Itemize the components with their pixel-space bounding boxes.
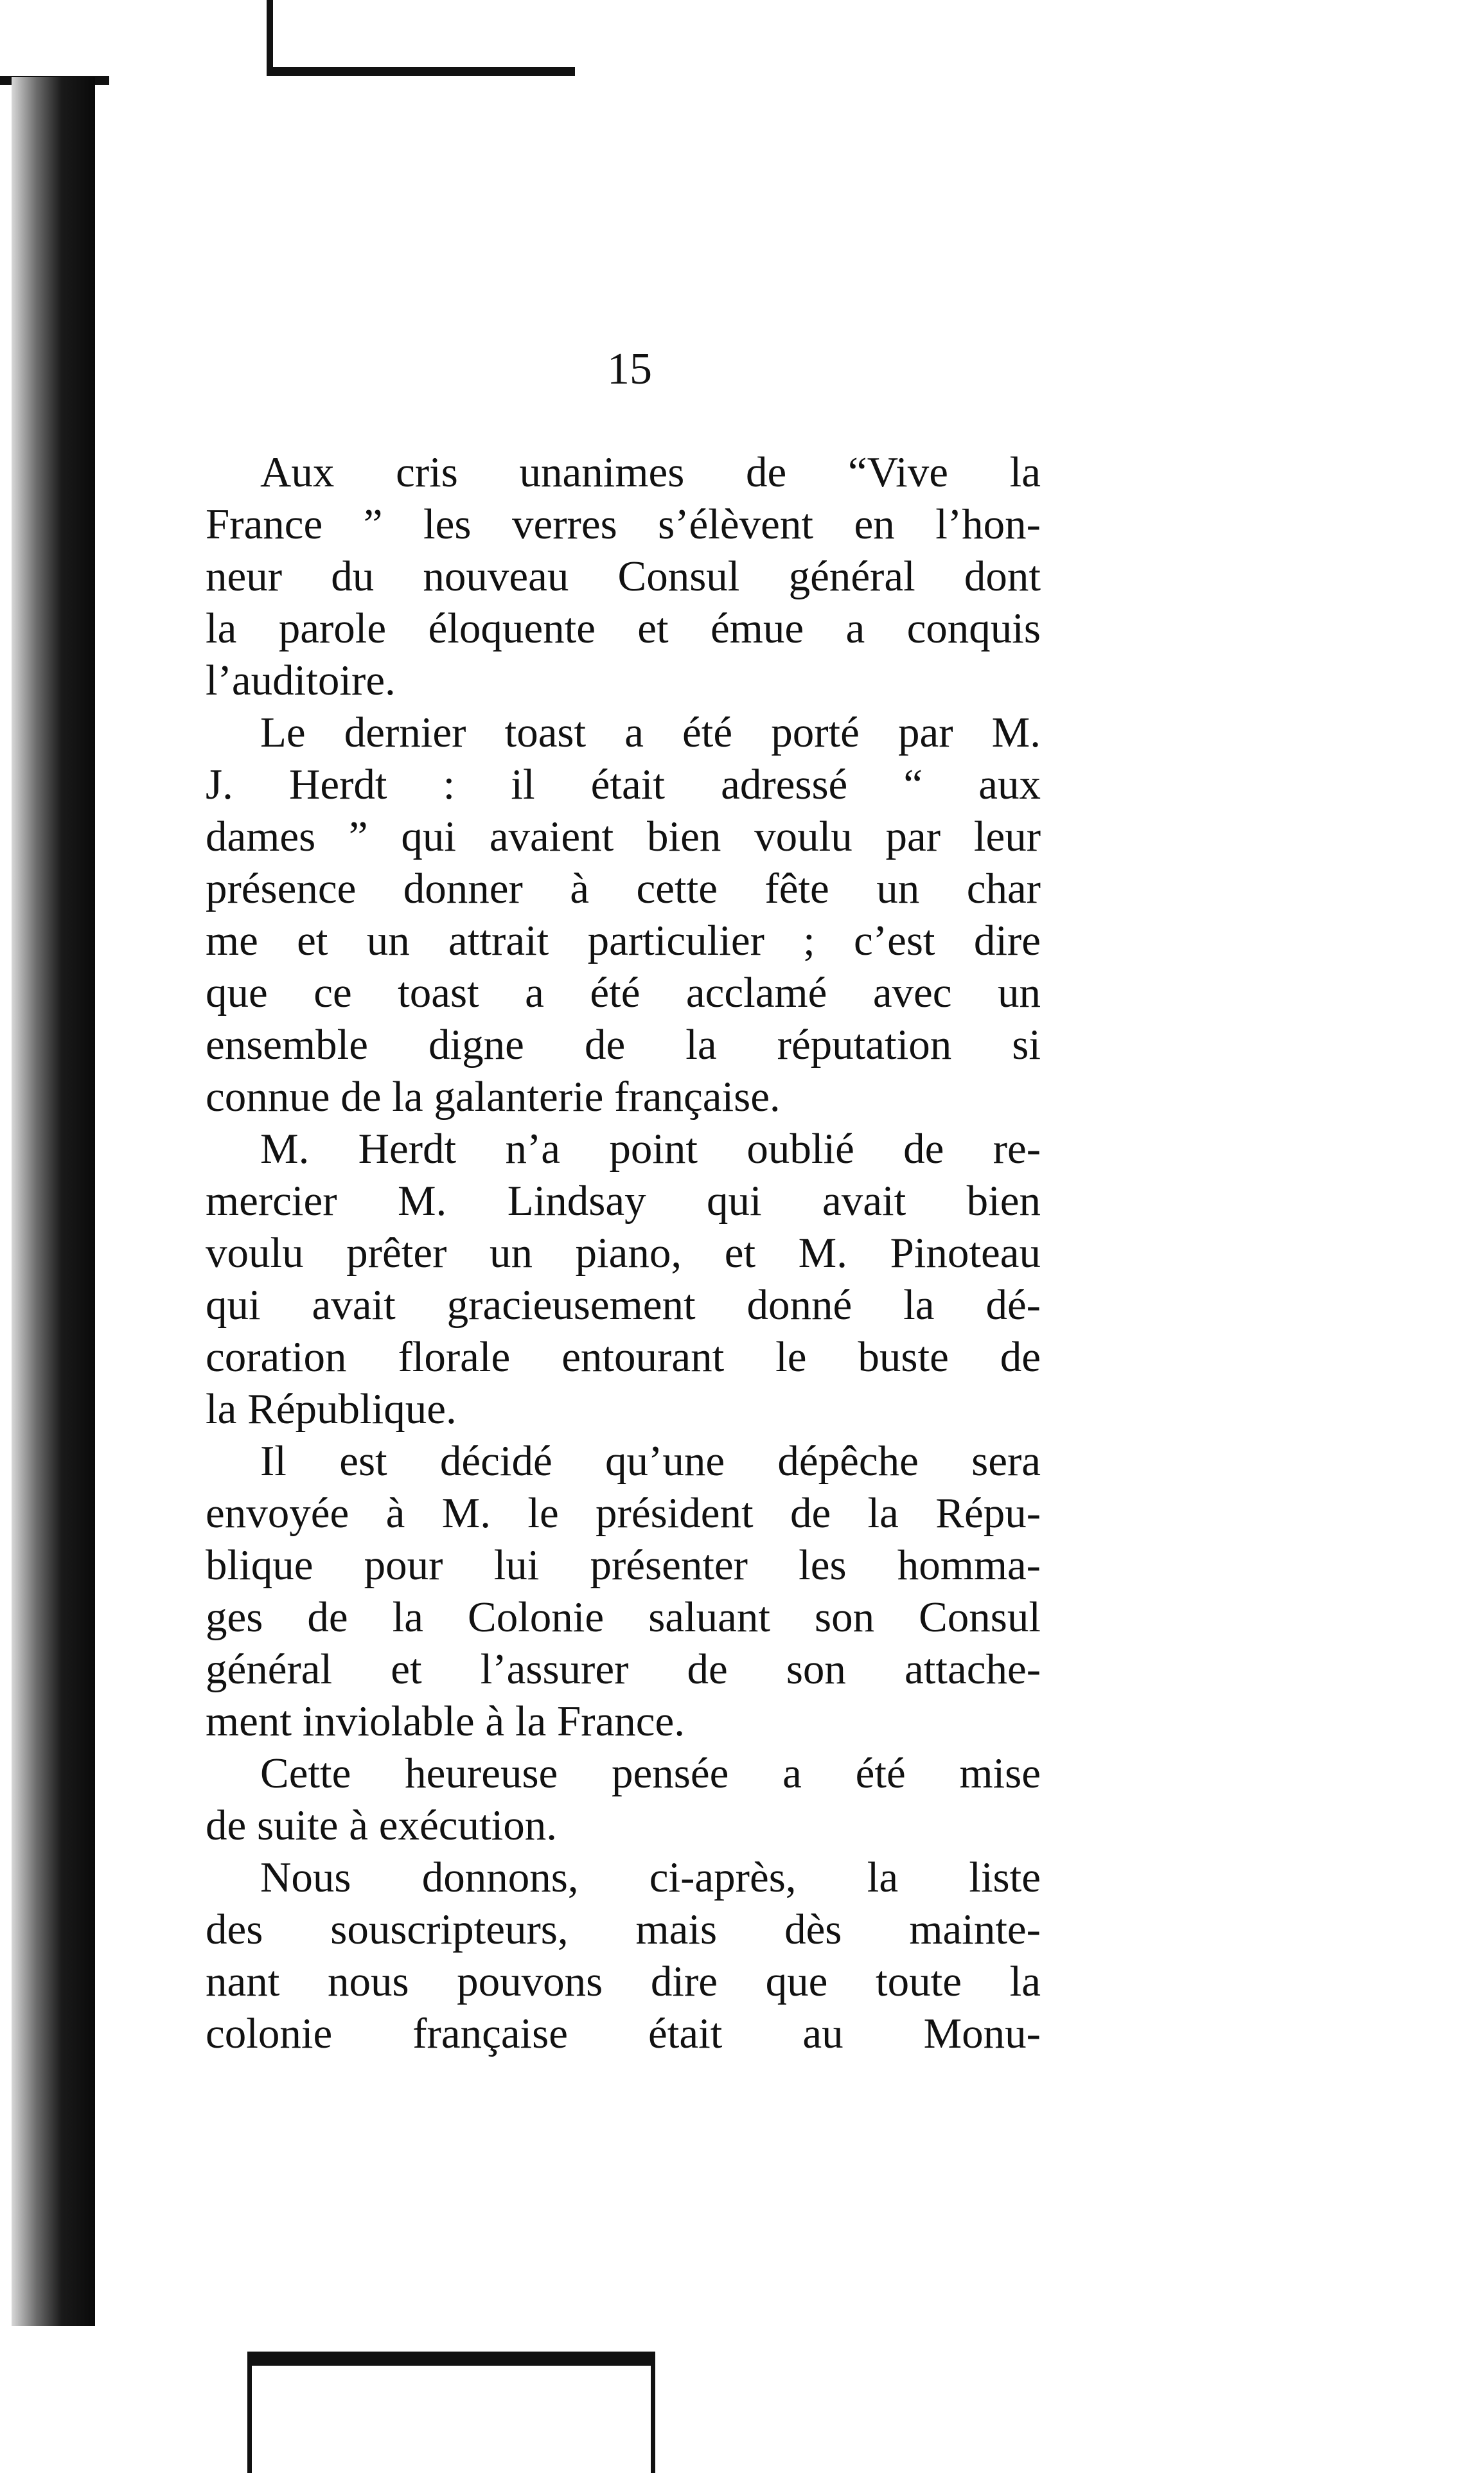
text-line: J. Herdt : il était adressé “ aux [206,761,1041,808]
text-line: Il est décidé qu’une dépêche sera [260,1437,1041,1485]
text-line: que ce toast a été acclamé avec un [206,969,1041,1016]
text-line: M. Herdt n’a point oublié de re- [260,1125,1041,1173]
text-line: général et l’assurer de son attache- [206,1645,1041,1693]
text-line: qui avait gracieusement donné la dé- [206,1281,1041,1329]
text-line: blique pour lui présenter les homma- [206,1541,1041,1589]
text-line: Nous donnons, ci-après, la liste [260,1854,1041,1901]
text-line: me et un attrait particulier ; c’est dire [206,917,1041,964]
text-line: neur du nouveau Consul général dont [206,553,1041,600]
text-line: dames ” qui avaient bien voulu par leur [206,813,1041,860]
bottom-frame-mark [247,2352,655,2473]
text-line: mercier M. Lindsay qui avait bien [206,1177,1041,1225]
text-line: l’auditoire. [206,657,396,704]
text-line: envoyée à M. le président de la Répu- [206,1489,1041,1537]
text-line: la République. [206,1385,457,1433]
text-line: France ” les verres s’élèvent en l’hon- [206,501,1041,548]
text-line: de suite à exécution. [206,1802,557,1849]
text-line: la parole éloquente et émue a conquis [206,605,1041,652]
text-line: colonie française était au Monu- [206,2010,1041,2057]
text-line: ges de la Colonie saluant son Consul [206,1593,1041,1641]
text-line: connue de la galanterie française. [206,1073,781,1121]
text-line: ensemble digne de la réputation si [206,1021,1041,1068]
text-line: ment inviolable à la France. [206,1697,685,1745]
page-number: 15 [607,344,652,394]
text-line: des souscripteurs, mais dès mainte- [206,1906,1041,1953]
body-text [206,447,1041,2060]
text-line: Le dernier toast a été porté par M. [260,709,1041,756]
book-binding-shadow [12,77,95,2326]
top-frame-mark [267,0,575,76]
text-line: présence donner à cette fête un char [206,865,1041,912]
text-line: coration florale entourant le buste de [206,1333,1041,1381]
text-line: nant nous pouvons dire que toute la [206,1958,1041,2005]
text-line: voulu prêter un piano, et M. Pinoteau [206,1229,1041,1277]
text-line: Aux cris unanimes de “Vive la [260,448,1041,496]
text-line: Cette heureuse pensée a été mise [260,1750,1041,1797]
